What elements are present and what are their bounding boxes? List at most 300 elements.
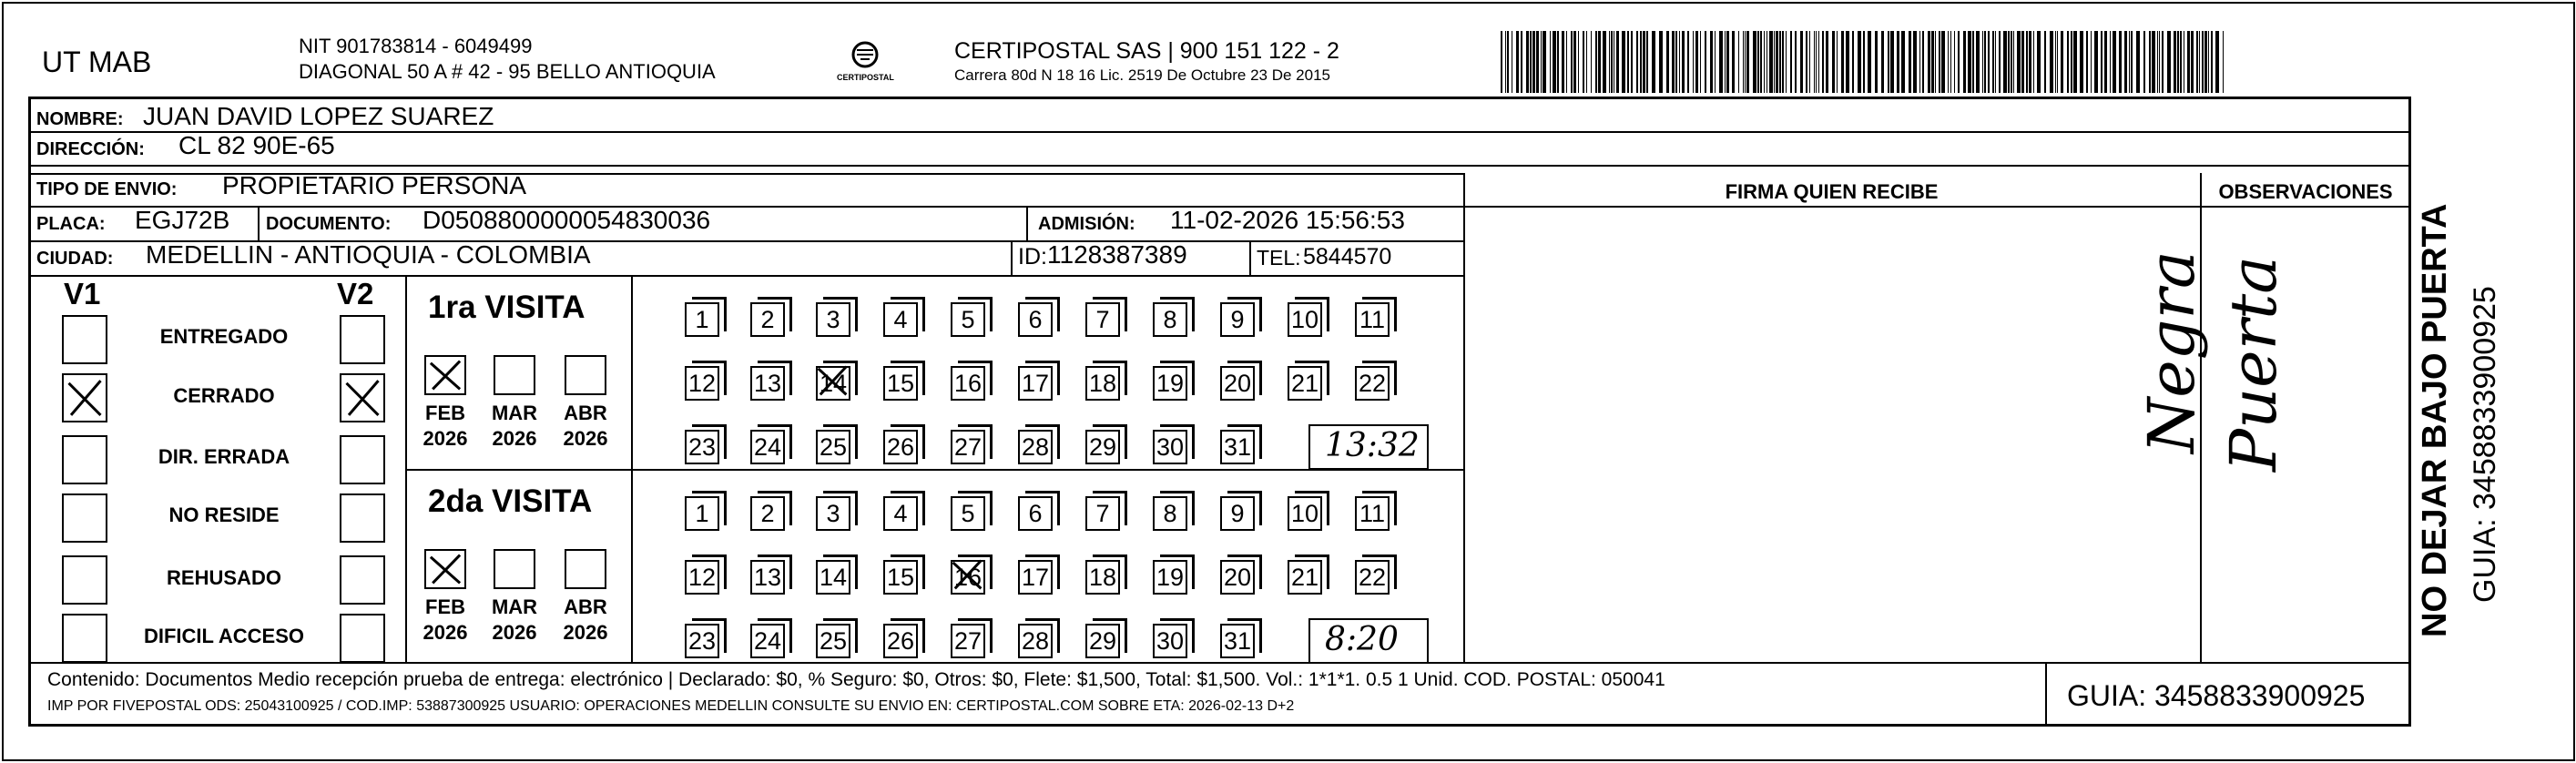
day-checkbox[interactable]: 6 [1018, 496, 1053, 531]
barcode-bar [1532, 31, 1535, 93]
day-checkbox[interactable]: 2 [750, 496, 785, 531]
side-warning: NO DEJAR BAJO PUERTA [2416, 203, 2454, 637]
barcode-bar [1954, 31, 1955, 93]
status-option-label: NO RESIDE [168, 504, 280, 526]
day-checkbox[interactable]: 29 [1085, 624, 1120, 658]
barcode-bar [1627, 31, 1629, 93]
barcode-bar [1603, 31, 1606, 93]
barcode-bar [1675, 31, 1677, 93]
day-checkbox[interactable]: 12 [685, 366, 719, 401]
day-checkbox[interactable]: 24 [750, 624, 785, 658]
day-checkbox[interactable]: 4 [883, 496, 918, 531]
document-value: D0508800000054830036 [423, 206, 711, 234]
day-checkbox[interactable]: 10 [1288, 302, 1322, 337]
shipping-type-label: TIPO DE ENVIO: [36, 179, 178, 199]
city-label: CIUDAD: [36, 249, 114, 269]
barcode-bar [1719, 31, 1723, 93]
status-option-label: CERRADO [173, 384, 275, 407]
barcode-bar [1984, 31, 1986, 93]
visit-time-box[interactable] [1308, 424, 1429, 470]
day-checkbox[interactable]: 31 [1220, 624, 1255, 658]
phone-value: 5844570 [1303, 244, 1392, 270]
barcode-bar [1786, 31, 1787, 93]
barcode-bar [1609, 31, 1610, 93]
barcode-bar [2129, 31, 2130, 93]
admission-label: ADMISIÓN: [1038, 214, 1135, 234]
barcode-bar [1995, 31, 1996, 93]
day-checkbox[interactable]: 17 [1018, 366, 1053, 401]
month-checkbox[interactable] [424, 355, 466, 395]
barcode-bar [2026, 31, 2028, 93]
barcode-bar [1745, 31, 1746, 93]
barcode-bar [2167, 31, 2171, 93]
day-checkbox[interactable]: 3 [816, 302, 850, 337]
day-checkbox[interactable]: 13 [750, 560, 785, 595]
barcode-bar [1931, 31, 1934, 93]
month-check-mark [424, 355, 466, 395]
barcode-bar [1999, 31, 2001, 93]
status-v2-checkbox[interactable] [340, 315, 385, 364]
day-checkbox[interactable]: 25 [816, 430, 850, 464]
barcode-bar [1863, 31, 1865, 93]
barcode-bar [1939, 31, 1940, 93]
barcode-bar [1738, 31, 1739, 93]
status-v1-checkbox[interactable] [62, 435, 107, 484]
barcode-bar [1573, 31, 1576, 93]
barcode-bar [1774, 31, 1775, 93]
barcode-bar [2071, 31, 2072, 93]
day-checkbox[interactable]: 20 [1220, 560, 1255, 595]
day-checkbox[interactable]: 21 [1288, 560, 1322, 595]
company-nit: NIT 901783814 - 6049499 [299, 35, 533, 57]
day-checkbox[interactable]: 2 [750, 302, 785, 337]
barcode-bar [2073, 31, 2077, 93]
month-label: MAR [491, 402, 538, 424]
day-checkbox[interactable]: 22 [1355, 560, 1390, 595]
barcode-bar [1809, 31, 1810, 93]
barcode-bar [1992, 31, 1994, 93]
barcode-bar [2149, 31, 2151, 93]
barcode-bar [2177, 31, 2179, 93]
barcode-bar [1553, 31, 1556, 93]
status-v1-checkbox[interactable] [62, 493, 107, 543]
barcode-bar [2003, 31, 2007, 93]
status-v1-check-mark [62, 373, 107, 422]
barcode-bar [2086, 31, 2088, 93]
barcode-bar [1769, 31, 1773, 93]
footer-guide: GUIA: 3458833900925 [2067, 679, 2366, 712]
day-checkbox[interactable]: 15 [883, 560, 918, 595]
day-checkbox[interactable]: 23 [685, 430, 719, 464]
barcode-bar [1743, 31, 1744, 93]
barcode-bar [2017, 31, 2021, 93]
day-checkbox[interactable]: 28 [1018, 624, 1053, 658]
day-checkbox[interactable]: 21 [1288, 366, 1322, 401]
barcode-bar [1631, 31, 1633, 93]
barcode-bar [2050, 31, 2053, 93]
barcode-bar [1595, 31, 1597, 93]
day-checkbox[interactable]: 16 [951, 560, 985, 595]
barcode-bar [1695, 31, 1698, 93]
day-checkbox[interactable]: 8 [1153, 302, 1187, 337]
visit-title: 2da VISITA [428, 483, 593, 519]
recipient-name: JUAN DAVID LOPEZ SUAREZ [143, 102, 494, 130]
month-checkbox[interactable] [424, 549, 466, 589]
status-v2-checkbox[interactable] [340, 493, 385, 543]
barcode-bar [1948, 31, 1949, 93]
barcode-bar [2067, 31, 2069, 93]
barcode-bar [1826, 31, 1828, 93]
barcode-bar [1501, 31, 1502, 93]
status-v1-checkbox[interactable] [62, 555, 107, 605]
handwritten-word-2: Negra [2134, 250, 2209, 453]
barcode-bar [1852, 31, 1854, 93]
day-checkbox[interactable]: 4 [883, 302, 918, 337]
barcode-bar [2119, 31, 2122, 93]
day-checkbox[interactable]: 26 [883, 430, 918, 464]
day-checkbox[interactable]: 7 [1085, 302, 1120, 337]
status-v1-checkbox[interactable] [62, 614, 107, 663]
day-checkbox[interactable]: 5 [951, 496, 985, 531]
barcode-bar [2223, 31, 2224, 93]
status-v2-checkbox[interactable] [340, 614, 385, 663]
day-checkbox[interactable]: 19 [1153, 560, 1187, 595]
year-label: 2026 [492, 621, 537, 644]
carrier-name: CERTIPOSTAL SAS | 900 151 122 - 2 [954, 38, 1339, 64]
signature-header: FIRMA QUIEN RECIBE [1725, 180, 1939, 203]
barcode-bar [1890, 31, 1894, 93]
barcode-bar [1622, 31, 1625, 93]
barcode-bar [2199, 31, 2200, 93]
observations-header: OBSERVACIONES [2218, 180, 2393, 203]
barcode-bar [1541, 31, 1542, 93]
day-checkbox[interactable]: 10 [1288, 496, 1322, 531]
day-checkbox[interactable]: 17 [1018, 560, 1053, 595]
footer-content: Contenido: Documentos Medio recepción prueba de entrega: electrónico | Declarado: $0, % Seguro: $0, Otros: $0, Flete: $1,500, Total: $1,500. Vol.: 1*1*1. 0.5 1 Unid. COD. POSTAL: 050041 [47, 669, 1665, 690]
status-v2-checkbox[interactable] [340, 373, 385, 422]
barcode-bar [1521, 31, 1522, 93]
barcode-bar [2162, 31, 2164, 93]
day-checkbox[interactable]: 15 [883, 366, 918, 401]
barcode-bar [1753, 31, 1756, 93]
day-checkbox[interactable]: 18 [1085, 560, 1120, 595]
year-label: 2026 [423, 427, 468, 450]
barcode-bar [2008, 31, 2010, 93]
barcode-bar [1950, 31, 1951, 93]
barcode-bar [1806, 31, 1807, 93]
day-checkbox[interactable]: 30 [1153, 430, 1187, 464]
admission-value: 11-02-2026 15:56:53 [1170, 206, 1405, 234]
barcode-bar [1757, 31, 1759, 93]
barcode-bar [2104, 31, 2107, 93]
barcode-bar [1913, 31, 1917, 93]
handwritten-observation [2134, 208, 2409, 660]
barcode-bar [1779, 31, 1781, 93]
day-checkbox[interactable]: 8 [1153, 496, 1187, 531]
barcode-bar [1732, 31, 1735, 93]
barcode-bar [2180, 31, 2182, 93]
visit-time-box[interactable] [1308, 618, 1429, 664]
barcode-bar [1976, 31, 1980, 93]
day-checkbox[interactable]: 20 [1220, 366, 1255, 401]
barcode-bar [1725, 31, 1726, 93]
barcode-bar [2215, 31, 2219, 93]
year-label: 2026 [563, 427, 608, 450]
month-checkbox[interactable] [494, 549, 535, 589]
barcode-bar [1562, 31, 1564, 93]
recipient-address: CL 82 90E-65 [178, 131, 335, 159]
barcode-bar [1672, 31, 1675, 93]
barcode-bar [1968, 31, 1971, 93]
barcode-bar [2174, 31, 2176, 93]
barcode-bar [2159, 31, 2160, 93]
day-checkbox[interactable]: 31 [1220, 430, 1255, 464]
status-v1-checkbox[interactable] [62, 315, 107, 364]
barcode-bar [1636, 31, 1638, 93]
status-v1-checkbox[interactable] [62, 373, 107, 422]
id-value: 1128387389 [1047, 240, 1187, 269]
barcode-bar [1746, 31, 1749, 93]
status-option-label: DIR. ERRADA [158, 445, 290, 468]
barcode-bar [1530, 31, 1532, 93]
day-checkbox[interactable]: 18 [1085, 366, 1120, 401]
barcode-bar [1963, 31, 1966, 93]
barcode-bar [2013, 31, 2014, 93]
phone-label: TEL: [1257, 246, 1301, 270]
barcode-bar [1858, 31, 1861, 93]
day-checkbox[interactable]: 29 [1085, 430, 1120, 464]
barcode-bar [1591, 31, 1592, 93]
day-checkbox[interactable]: 1 [685, 302, 719, 337]
barcode-bar [1922, 31, 1924, 93]
barcode-bar [2044, 31, 2046, 93]
status-option-label: ENTREGADO [159, 325, 289, 348]
address-label: DIRECCIÓN: [36, 139, 145, 159]
company-name: UT MAB [42, 46, 152, 78]
barcode-bar [1616, 31, 1619, 93]
barcode-bar [1583, 31, 1584, 93]
barcode-bar [1972, 31, 1974, 93]
day-checkbox[interactable]: 13 [750, 366, 785, 401]
barcode-bar [2057, 31, 2058, 93]
barcode-bar [1646, 31, 1648, 93]
barcode-bar [1700, 31, 1701, 93]
barcode-bar [1687, 31, 1689, 93]
barcode-bar [1682, 31, 1685, 93]
barcode-bar [2152, 31, 2155, 93]
barcode-bar [2208, 31, 2209, 93]
day-checkbox[interactable]: 22 [1355, 366, 1390, 401]
barcode-bar [1868, 31, 1871, 93]
day-checkbox[interactable]: 12 [685, 560, 719, 595]
day-checkbox[interactable]: 27 [951, 430, 985, 464]
signature-area[interactable] [1465, 208, 2198, 660]
month-checkbox[interactable] [565, 355, 606, 395]
barcode-bar [2029, 31, 2031, 93]
year-label: 2026 [423, 621, 468, 644]
barcode-bar [1715, 31, 1716, 93]
barcode-bar [2204, 31, 2207, 93]
month-checkbox[interactable] [494, 355, 535, 395]
day-checkbox[interactable]: 7 [1085, 496, 1120, 531]
day-checkbox[interactable]: 14 [816, 560, 850, 595]
barcode-bar [1666, 31, 1669, 93]
barcode-bar [1566, 31, 1567, 93]
barcode-bar [1536, 31, 1539, 93]
barcode-bar [1795, 31, 1797, 93]
barcode-bar [2136, 31, 2140, 93]
barcode-bar [2157, 31, 2158, 93]
barcode-bar [1578, 31, 1579, 93]
barcode-bar [1705, 31, 1706, 93]
day-checkbox[interactable]: 9 [1220, 302, 1255, 337]
barcode-bar [1526, 31, 1529, 93]
month-label: MAR [491, 595, 538, 618]
v2-label: V2 [337, 277, 374, 310]
visit-title: 1ra VISITA [428, 290, 585, 325]
month-label: FEB [425, 595, 465, 618]
barcode-bar [1586, 31, 1587, 93]
barcode-bar [2094, 31, 2098, 93]
status-option-label: DIFICIL ACCESO [143, 625, 304, 647]
barcode-bar [1643, 31, 1645, 93]
barcode-bar [2131, 31, 2133, 93]
year-label: 2026 [492, 427, 537, 450]
barcode-bar [2011, 31, 2012, 93]
day-checkbox[interactable]: 11 [1355, 496, 1390, 531]
day-checkbox[interactable]: 25 [816, 624, 850, 658]
barcode-bar [1693, 31, 1694, 93]
day-checkbox[interactable]: 16 [951, 366, 985, 401]
barcode-bar [1888, 31, 1889, 93]
month-label: FEB [425, 402, 465, 424]
barcode-bar [2191, 31, 2194, 93]
barcode-bar [1516, 31, 1519, 93]
certipostal-logo [824, 36, 906, 91]
barcode-bar [1505, 31, 1506, 93]
barcode-bar [1557, 31, 1559, 93]
handwritten-word-1: Puerta [2216, 256, 2291, 472]
barcode-bar [1982, 31, 1983, 93]
barcode-bar [1800, 31, 1803, 93]
name-label: NOMBRE: [36, 109, 124, 129]
v1-label: V1 [64, 277, 101, 310]
barcode-bar [1935, 31, 1936, 93]
barcode-bar [1571, 31, 1573, 93]
barcode-bar [2061, 31, 2063, 93]
barcode-bar [1652, 31, 1655, 93]
day-checkbox[interactable]: 5 [951, 302, 985, 337]
day-checkbox[interactable]: 1 [685, 496, 719, 531]
barcode-bar [1837, 31, 1838, 93]
id-label: ID: [1018, 244, 1047, 270]
barcode-bar [2055, 31, 2056, 93]
day-checkbox[interactable]: 3 [816, 496, 850, 531]
day-checkbox[interactable]: 6 [1018, 302, 1053, 337]
barcode-bar [1782, 31, 1784, 93]
barcode-bar [2202, 31, 2204, 93]
barcode-bar [2021, 31, 2024, 93]
day-checkbox[interactable]: 30 [1153, 624, 1187, 658]
city-value: MEDELLIN - ANTIOQUIA - COLOMBIA [146, 240, 591, 269]
barcode-bar [2033, 31, 2034, 93]
barcode-bar [1832, 31, 1835, 93]
barcode-bar [2080, 31, 2083, 93]
day-checkbox[interactable]: 26 [883, 624, 918, 658]
barcode-bar [2110, 31, 2111, 93]
barcode-bar [2143, 31, 2145, 93]
barcode-bar [1816, 31, 1817, 93]
barcode-bar [1841, 31, 1844, 93]
barcode-bar [2124, 31, 2127, 93]
barcode-bar [1919, 31, 1920, 93]
carrier-license: Carrera 80d N 18 16 Lic. 2519 De Octubre 23 De 2015 [954, 66, 1330, 84]
barcode-bar [1988, 31, 1990, 93]
status-v2-check-mark [340, 373, 385, 422]
side-guide: GUIA: 3458833900925 [2468, 286, 2502, 603]
visit-time: 8:20 [1325, 621, 1399, 658]
barcode-bar [1941, 31, 1945, 93]
barcode-bar [1659, 31, 1663, 93]
barcode-bar [1710, 31, 1713, 93]
barcode-bar [1611, 31, 1613, 93]
barcode-bar [2187, 31, 2190, 93]
day-checkbox[interactable]: 28 [1018, 430, 1053, 464]
barcode-bar [1726, 31, 1729, 93]
barcode-bar [1822, 31, 1824, 93]
day-checkbox[interactable]: 24 [750, 430, 785, 464]
barcode-bar [1818, 31, 1819, 93]
barcode-bar [1507, 31, 1509, 93]
barcode-bar [2037, 31, 2041, 93]
day-checkbox[interactable]: 27 [951, 624, 985, 658]
barcode-bar [1679, 31, 1680, 93]
barcode-bar [1928, 31, 1930, 93]
barcode-bar [2101, 31, 2103, 93]
barcode-bar [2211, 31, 2213, 93]
document-label: DOCUMENTO: [266, 214, 392, 234]
barcode-bar [2113, 31, 2116, 93]
barcode [1501, 31, 2229, 93]
logo-text: CERTIPOSTAL [837, 73, 894, 82]
status-v2-checkbox[interactable] [340, 435, 385, 484]
barcode-bar [1760, 31, 1762, 93]
status-option-label: REHUSADO [167, 566, 281, 589]
barcode-bar [1776, 31, 1778, 93]
barcode-bar [1897, 31, 1899, 93]
day-checkbox[interactable]: 23 [685, 624, 719, 658]
barcode-bar [1640, 31, 1642, 93]
barcode-bar [1881, 31, 1884, 93]
day-checkbox[interactable]: 11 [1355, 302, 1390, 337]
shipping-type: PROPIETARIO PERSONA [222, 171, 526, 199]
barcode-bar [2091, 31, 2092, 93]
barcode-bar [1875, 31, 1878, 93]
day-checkbox[interactable]: 14 [816, 366, 850, 401]
day-checkbox[interactable]: 19 [1153, 366, 1187, 401]
barcode-bar [1814, 31, 1815, 93]
barcode-bar [1543, 31, 1546, 93]
month-label: ABR [564, 595, 607, 618]
month-label: ABR [564, 402, 607, 424]
day-checkbox[interactable]: 9 [1220, 496, 1255, 531]
status-v2-checkbox[interactable] [340, 555, 385, 605]
footer-print-info: IMP POR FIVEPOSTAL ODS: 25043100925 / COD.IMP: 53887300925 USUARIO: OPERACIONES MEDELLIN CONSULTE SU ENVIO EN: CERTIPOSTAL.COM SOBRE ETA: 2026-02-13 D+2 [47, 698, 1295, 714]
barcode-bar [1846, 31, 1849, 93]
month-checkbox[interactable] [565, 549, 606, 589]
barcode-bar [1790, 31, 1792, 93]
barcode-bar [1598, 31, 1601, 93]
